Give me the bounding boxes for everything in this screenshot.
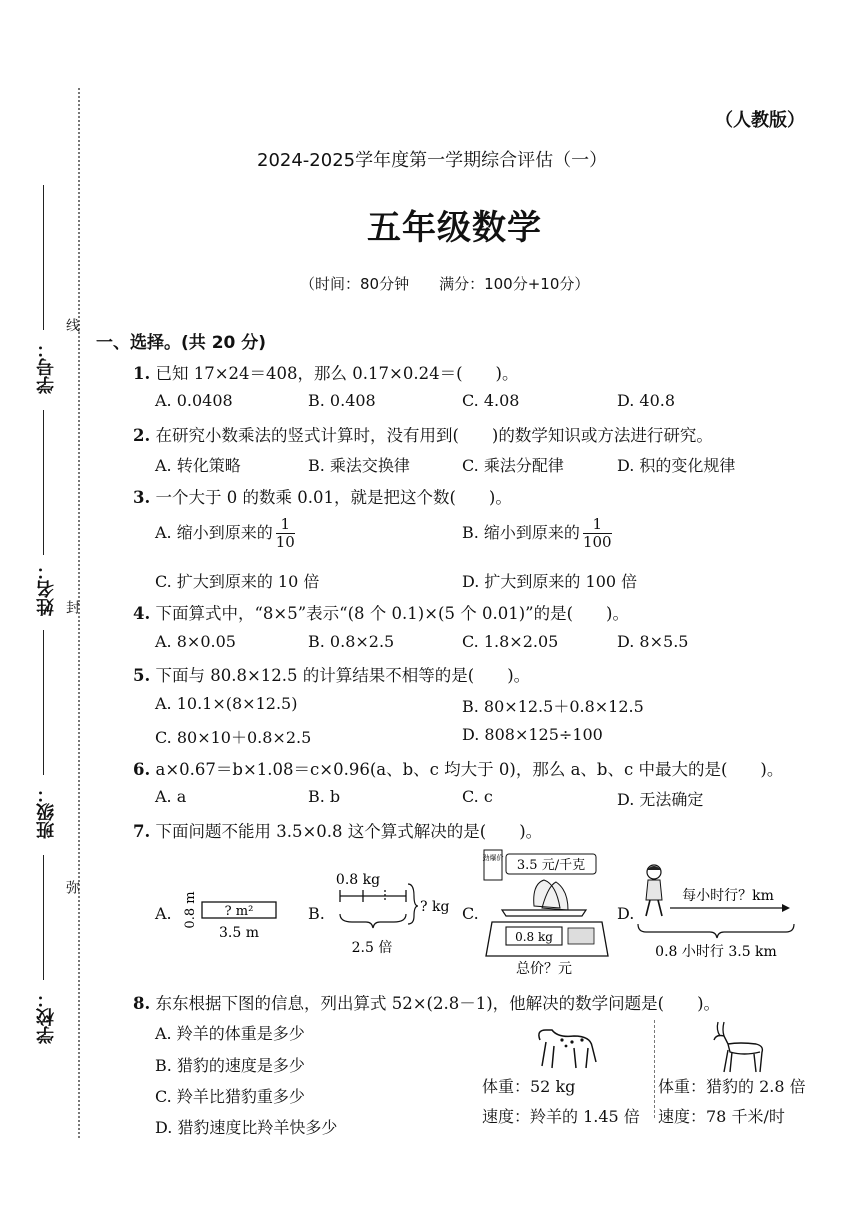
cheetah-outline [539, 1030, 596, 1068]
fraction-one-tenth [276, 516, 295, 551]
question-number: 2. [133, 426, 151, 445]
school-blank[interactable] [43, 855, 44, 980]
q7-scale-figure [482, 846, 614, 978]
info-divider [654, 1020, 655, 1118]
option-text: B. 缩小到原来的 [462, 523, 580, 542]
antelope-horns [717, 1022, 724, 1036]
q5-option-a[interactable]: A. 10.1×(8×12.5) [155, 694, 298, 713]
question-1 [133, 360, 518, 384]
class-blank[interactable] [43, 630, 44, 775]
q8-option-d[interactable]: D. 猎豹速度比羚羊快多少 [155, 1118, 338, 1137]
name-blank[interactable] [43, 410, 44, 555]
subject-title: 五年级数学 [367, 208, 542, 248]
q6-option-a[interactable]: A. a [155, 787, 187, 806]
q4-option-d[interactable]: D. 8×5.5 [617, 632, 689, 651]
q7-option-d[interactable]: D. [617, 904, 635, 923]
arrow-head-icon [782, 904, 790, 912]
fraction-numerator: 1 [583, 516, 612, 534]
q7-walking-figure [636, 862, 802, 962]
binding-word-seal: 封 [64, 600, 80, 614]
question-8 [133, 990, 720, 1014]
question-text: 在研究小数乘法的竖式计算时，没有用到( )的数学知识或方法进行研究。 [155, 426, 713, 445]
q6-option-d[interactable]: D. 无法确定 [617, 790, 704, 809]
girl-body-icon [646, 880, 662, 900]
q1-option-d[interactable]: D. 40.8 [617, 391, 676, 410]
cheetah-spot [560, 1038, 563, 1041]
q7-rectangle-figure [178, 884, 282, 942]
section-heading: 一、选择。(共 20 分) [96, 333, 267, 353]
cheetah-speed: 速度：羚羊的 1.45 倍 [482, 1107, 640, 1126]
question-5 [133, 662, 530, 686]
segment-unknown-label: ? kg [420, 899, 450, 915]
unit-price-label: 3.5 元/千克 [516, 858, 586, 873]
question-text: 下面算式中，“8×5”表示“(8 个 0.1)×(5 个 0.01)”的是( )。 [155, 604, 629, 623]
question-6 [133, 756, 783, 780]
fraction-denominator: 100 [582, 533, 612, 551]
q2-option-c[interactable]: C. 乘法分配律 [462, 456, 564, 475]
question-3 [133, 484, 512, 508]
q7-option-a[interactable]: A. [155, 904, 172, 923]
question-number: 6. [133, 760, 151, 779]
segment-unit-label: 0.8 kg [335, 872, 381, 888]
q3-option-d[interactable]: D. 扩大到原来的 100 倍 [462, 572, 638, 591]
question-7 [133, 818, 542, 842]
name-label: 姓名： [36, 562, 57, 616]
q7-segment-figure [328, 866, 458, 962]
scale-weight-label: 0.8 kg [515, 930, 553, 944]
girl-leg-icon [646, 900, 650, 916]
edition-label: （人教版） [715, 110, 805, 131]
question-text: 已知 17×24＝408，那么 0.17×0.24＝( )。 [155, 364, 519, 383]
q1-option-b[interactable]: B. 0.408 [308, 391, 376, 410]
question-text: 东东根据下图的信息，列出算式 52×(2.8－1)，他解决的数学问题是( )。 [155, 994, 721, 1013]
q4-option-b[interactable]: B. 0.8×2.5 [308, 632, 395, 651]
scale-buttons [568, 928, 594, 944]
antelope-icon [700, 1018, 772, 1076]
q8-option-a[interactable]: A. 羚羊的体重是多少 [155, 1024, 305, 1043]
question-text: 一个大于 0 的数乘 0.01，就是把这个数( )。 [155, 488, 512, 507]
q2-option-a[interactable]: A. 转化策略 [155, 456, 241, 475]
q7-option-c[interactable]: C. [462, 904, 479, 923]
rect-side-label: 0.8 m [183, 891, 198, 929]
question-2 [133, 422, 713, 446]
q5-option-b[interactable]: B. 80×12.5＋0.8×12.5 [462, 697, 644, 716]
antelope-speed: 速度：78 千米/时 [658, 1107, 785, 1126]
q5-option-d[interactable]: D. 808×125÷100 [462, 725, 603, 744]
cheetah-icon [528, 1018, 600, 1074]
bottom-brace [340, 914, 406, 928]
q2-option-d[interactable]: D. 积的变化规律 [617, 456, 736, 475]
fraction-one-hundredth [583, 516, 612, 551]
banana-icon [534, 880, 568, 910]
class-label: 班级： [36, 785, 57, 839]
exam-title: 2024-2025学年度第一学期综合评估（一） [257, 150, 608, 171]
question-text: 下面问题不能用 3.5×0.8 这个算式解决的是( )。 [155, 822, 543, 841]
girl-leg-icon [658, 900, 662, 916]
antelope-weight: 体重：猎豹的 2.8 倍 [658, 1077, 806, 1096]
binding-word-close: 弥 [64, 880, 80, 894]
speed-question-label: 每小时行？km [682, 888, 774, 904]
distance-brace [638, 924, 794, 938]
fraction-numerator: 1 [276, 516, 295, 534]
fraction-denominator: 10 [275, 533, 295, 551]
option-text: A. 缩小到原来的 [155, 523, 273, 542]
cheetah-weight: 体重：52 kg [482, 1077, 576, 1096]
q1-option-c[interactable]: C. 4.08 [462, 391, 520, 410]
q3-option-c[interactable]: C. 扩大到原来的 10 倍 [155, 572, 320, 591]
cheetah-spot [570, 1040, 573, 1043]
school-label: 学校： [36, 990, 57, 1044]
total-price-label: 总价？元 [516, 961, 572, 977]
question-number: 1. [133, 364, 151, 383]
q3-option-a[interactable] [155, 516, 295, 551]
question-number: 3. [133, 488, 151, 507]
rect-area-label: ? m² [224, 904, 254, 919]
q6-option-c[interactable]: C. c [462, 787, 493, 806]
question-number: 5. [133, 666, 151, 685]
student-number-label: 学号： [36, 340, 57, 394]
q5-option-c[interactable]: C. 80×10＋0.8×2.5 [155, 728, 312, 747]
q2-option-b[interactable]: B. 乘法交换律 [308, 456, 410, 475]
rect-length-label: 3.5 m [219, 925, 259, 941]
q7-option-b[interactable]: B. [308, 904, 325, 923]
question-number: 8. [133, 994, 151, 1013]
cheetah-spot [565, 1045, 568, 1048]
cheetah-spot [580, 1038, 583, 1041]
antelope-outline [714, 1036, 762, 1073]
distance-time-label: 0.8 小时行 3.5 km [655, 944, 777, 960]
q6-option-b[interactable]: B. b [308, 787, 341, 806]
q1-option-a[interactable]: A. 0.0408 [155, 391, 233, 410]
question-number: 7. [133, 822, 151, 841]
q8-option-c[interactable]: C. 羚羊比猎豹重多少 [155, 1087, 305, 1106]
question-text: 下面与 80.8×12.5 的计算结果不相等的是( )。 [155, 666, 531, 685]
q4-option-a[interactable]: A. 8×0.05 [155, 632, 236, 651]
binding-word-line: 线 [64, 318, 80, 332]
question-text: a×0.67＝b×1.08＝c×0.96(a、b、c 均大于 0)，那么 a、b、c 中最大的是( )。 [155, 760, 784, 779]
q4-option-c[interactable]: C. 1.8×2.05 [462, 632, 559, 651]
student-number-blank[interactable] [43, 185, 44, 330]
right-brace [408, 884, 418, 924]
exam-info: （时间：80分钟 满分：100分+10分） [300, 275, 590, 293]
question-number: 4. [133, 604, 151, 623]
question-4 [133, 600, 629, 624]
price-tag-text: 劲爆价 [482, 854, 504, 862]
scale-plate [502, 910, 586, 916]
q3-option-b[interactable] [462, 516, 612, 551]
segment-times-label: 2.5 倍 [351, 940, 393, 956]
q8-option-b[interactable]: B. 猎豹的速度是多少 [155, 1056, 305, 1075]
